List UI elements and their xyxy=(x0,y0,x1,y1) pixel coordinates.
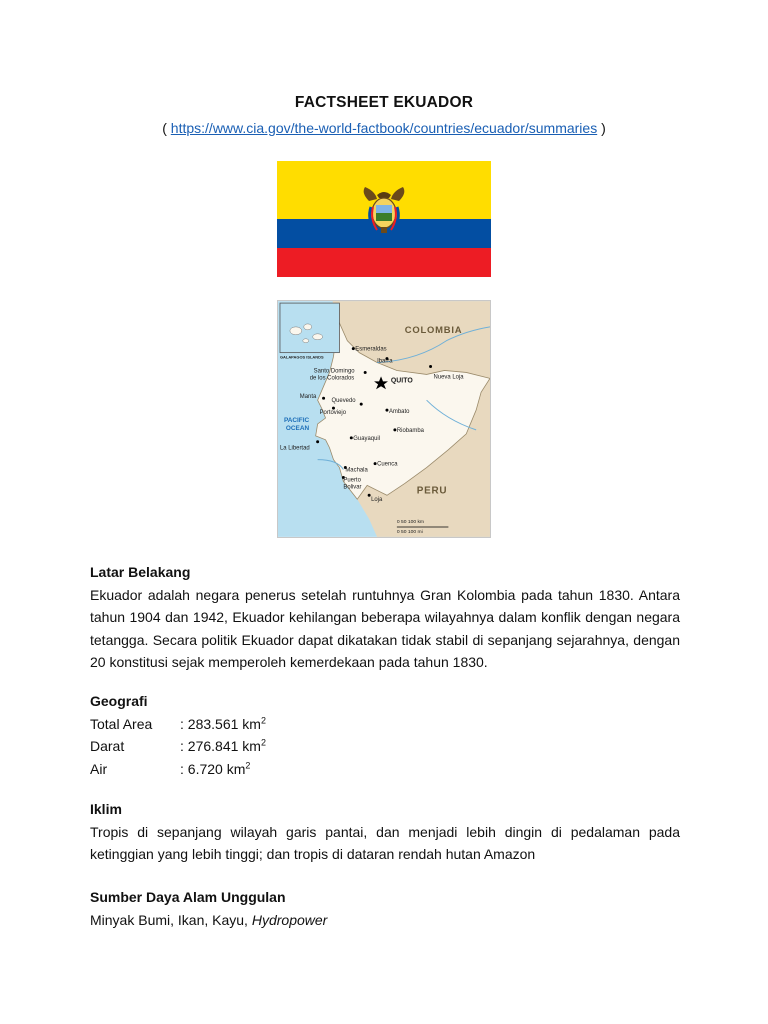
geografi-value: : 6.720 $km^2$ xyxy=(180,759,251,777)
geografi-row xyxy=(90,758,680,781)
source-close: ) xyxy=(597,120,606,136)
map-label-peru: PERU xyxy=(416,485,448,497)
map-city-label: Portoviejo xyxy=(319,410,347,417)
geografi-value: : 276.841 $km^2$ xyxy=(180,737,266,754)
latar-heading: Latar Belakang xyxy=(90,564,191,580)
map-city-label: Ibarra xyxy=(377,358,393,365)
source-open: ( xyxy=(162,120,171,136)
sumber-text: Minyak Bumi, Ikan, Kayu, Hydropower xyxy=(90,911,328,928)
map-label-quito: QUITO xyxy=(390,377,413,385)
geografi-value: : 283.561 $km^2$ xyxy=(180,714,266,732)
page-title: FACTSHEET EKUADOR xyxy=(294,94,474,111)
iklim-heading: Iklim xyxy=(90,801,122,817)
map-city-label: de los Colorados xyxy=(309,375,355,382)
map-city-label: Manta xyxy=(299,394,317,401)
map-label-colombia: COLOMBIA xyxy=(404,323,463,335)
map-scale-km: 0 50 100 km xyxy=(396,520,425,526)
map-city-label: Cuenca xyxy=(377,461,398,468)
section-sumber-daya xyxy=(90,886,680,931)
map-city-label: Nueva Loja xyxy=(433,374,464,381)
map-city-label: Ambato xyxy=(388,409,410,416)
geografi-label: Darat xyxy=(90,738,125,754)
sumber-heading: Sumber Daya Alam Unggulan xyxy=(90,889,286,905)
ecuador-flag xyxy=(277,161,491,277)
source-link[interactable]: https://www.cia.gov/the-world-factbook/countries/ecuador/summaries xyxy=(170,120,598,136)
geografi-row xyxy=(90,735,680,758)
sumber-italic: Hydropower xyxy=(251,911,328,928)
map-city-label: La Libertad xyxy=(279,445,310,452)
ecuador-map xyxy=(277,300,491,538)
flag-red-band xyxy=(277,248,491,277)
map-label-galapagos: GALAPAGOS ISLANDS xyxy=(279,354,324,360)
section-iklim xyxy=(90,798,680,866)
map-city-label: Loja xyxy=(371,497,383,504)
map-label-ocean: OCEAN xyxy=(285,424,310,432)
map-label-pacific: PACIFIC xyxy=(283,416,310,424)
geografi-heading: Geografi xyxy=(90,693,148,709)
geografi-row xyxy=(90,713,680,736)
section-latar-belakang xyxy=(90,561,680,674)
source-line xyxy=(0,120,768,136)
map-city-label: Esmeraldas xyxy=(355,346,387,353)
map-city-label: Santo Domingo xyxy=(313,368,355,375)
map-city-label: Guayaquil xyxy=(353,435,381,442)
map-city-label: Riobamba xyxy=(396,427,424,434)
geografi-label: Air xyxy=(90,760,108,777)
map-scale-mi: 0 50 100 mi xyxy=(396,529,423,535)
iklim-text: Tropis di sepanjang wilayah garis pantai, dan menjadi lebih dingin di pedalaman pada ketinggian yang lebih tinggi; dan tropis di dataran rendah hutan Amazon xyxy=(90,823,680,862)
map-city-label: Machala xyxy=(345,467,368,474)
section-geografi xyxy=(90,690,680,780)
map-city-label: Bolivar xyxy=(343,484,362,491)
geografi-label: Total Area xyxy=(90,715,153,732)
latar-text: Ekuador adalah negara penerus setelah runtuhnya Gran Kolombia pada tahun 1830. Antara tahun 1904 dan 1942, Ekuador kehilangan beberapa wilayahnya dalam konflik dengan negara tetangga. Secara politik Ekuador dapat dikatakan tidak stabil di sepanjang sejarahnya, dengan 20 konstitusi sejak memperoleh kemerdekaan pada tahun 1830. xyxy=(90,586,680,670)
map-city-label: Quevedo xyxy=(331,398,356,405)
map-city-label: Puerto xyxy=(343,477,361,484)
